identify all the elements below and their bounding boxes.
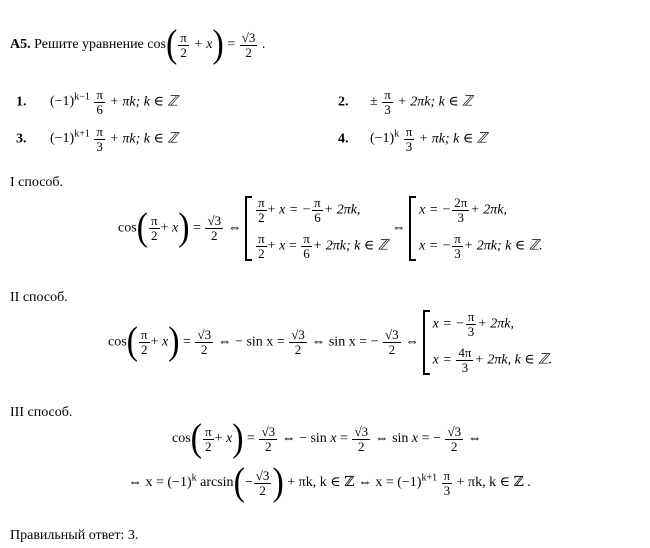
task-equation: cos( $\frac{\pi}{2}$ + x) = $\frac{√3}{2}$ . xyxy=(147,23,266,66)
option-3: 3. $(-1)^{k+1}$ $\frac{\pi}{3}$ + πk; k ∈ ℤ xyxy=(16,124,178,154)
eq-func: cos xyxy=(147,37,166,53)
method2-derivation: cos( $\frac{\pi}{2}$ + x) = $\frac{√3}{2}$ ⇔ − sin x = $\frac{√3}{2}$ ⇔ sin x = − $\frac{√3}{2}$ ⇔ x = − $\frac{\pi}{3}$ + 2πk, x = $\frac{4\pi}{3}$ + 2πk, k ∈ ℤ. xyxy=(108,309,553,375)
method3-line1: cos( $\frac{\pi}{2}$ + x) = $\frac{√3}{2}$ ⇔ − sin x = $\frac{√3}{2}$ ⇔ sin x = − $\frac{√3}{2}$ ⇔ xyxy=(172,417,482,460)
option-1: 1. $(-1)^{k-1}$ $\frac{\pi}{6}$ + πk; k ∈ ℤ xyxy=(16,87,178,117)
task-label: A5. xyxy=(10,37,31,53)
task-header xyxy=(10,23,266,66)
correct-answer: Правильный ответ: 3. xyxy=(10,528,139,543)
task-prompt: Решите уравнение xyxy=(34,37,144,53)
option-2: 2. ± $\frac{\pi}{3}$ + 2πk; k ∈ ℤ xyxy=(338,87,473,117)
method3-line2: ⇔ $x = (-1)^k$ arcsin(− $\frac{√3}{2}$ ) + πk, k ∈ ℤ ⇔ $x = (-1)^{k+1}$ $\frac{\pi}{3}$ + πk, k ∈ ℤ . xyxy=(128,461,531,504)
method3-title: III способ. xyxy=(10,405,73,420)
option-4: 4. $(-1)^k$ $\frac{\pi}{3}$ + πk; k ∈ ℤ xyxy=(338,124,488,154)
method2-title: II способ. xyxy=(10,290,68,305)
method1-title: I способ. xyxy=(10,175,64,190)
method1-derivation: cos( $\frac{\pi}{2}$ + x) = $\frac{√3}{2}$ ⇔ $\frac{\pi}{2}$ + x = − $\frac{\pi}{6}$ + 2πk, $\frac{\pi}{2}$ + x = $\frac{\pi}{6}$ + 2πk; k ∈ ℤ ⇔ x = − $\frac{2\pi}{3}$ + 2πk, x = − $\frac{\pi}{3}$ + 2πk; k ∈ ℤ. xyxy=(118,195,543,261)
